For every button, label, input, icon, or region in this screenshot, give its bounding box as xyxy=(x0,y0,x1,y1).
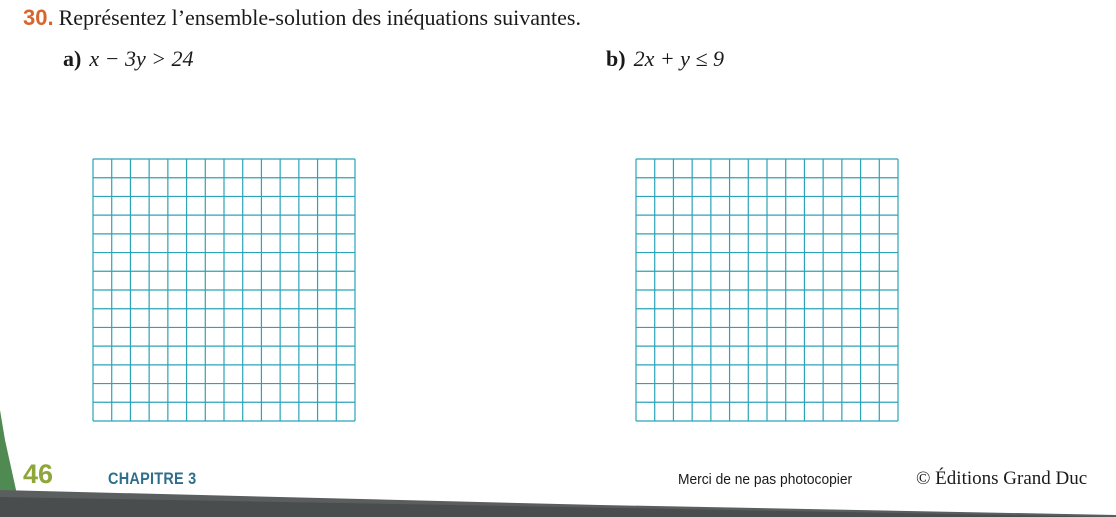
part-a-inequation: x − 3y > 24 xyxy=(89,46,194,71)
page-number: 46 xyxy=(23,459,54,489)
graph-grid-a xyxy=(92,158,356,422)
exercise-instruction: Représentez l’ensemble-solution des inéquations suivantes. xyxy=(58,5,581,30)
part-a xyxy=(63,46,194,72)
part-a-letter: a) xyxy=(63,46,82,71)
photocopy-notice: Merci de ne pas photocopier xyxy=(678,471,853,488)
part-b-inequation: 2x + y ≤ 9 xyxy=(633,46,725,71)
exercise-heading xyxy=(23,5,581,31)
chapter-label: CHAPITRE 3 xyxy=(108,469,197,488)
graph-grid-b xyxy=(635,158,899,422)
part-b-letter: b) xyxy=(606,46,626,71)
part-b xyxy=(606,46,724,72)
exercise-number: 30. xyxy=(23,5,54,30)
copyright-notice: © Éditions Grand Duc xyxy=(916,468,1088,489)
